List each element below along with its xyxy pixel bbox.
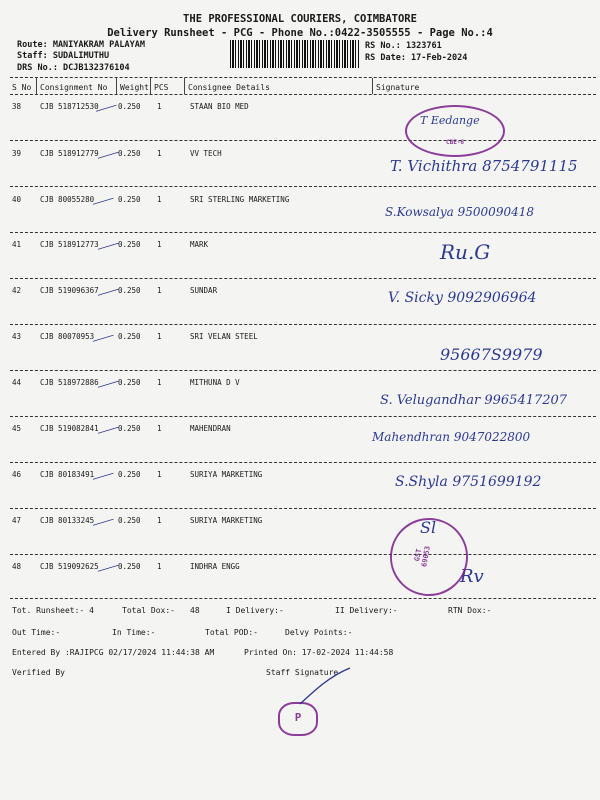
tick-mark: [98, 373, 120, 388]
row-sno: 44: [12, 378, 22, 387]
tick-mark: [93, 190, 115, 205]
row-sno: 42: [12, 286, 22, 295]
row-consignee: MAHENDRAN: [190, 424, 231, 433]
row-consignee: STAAN BIO MED: [190, 102, 249, 111]
row-consignment: CJB 80070953: [40, 332, 95, 341]
row-consignee: MARK: [190, 240, 209, 249]
row-consignee: SRI STERLING MARKETING: [190, 195, 290, 204]
row-pcs: 1: [157, 470, 162, 479]
signature: S.Shyla 9751699192: [395, 474, 542, 490]
col-weight: Weight: [120, 83, 149, 92]
document-title: THE PROFESSIONAL COURIERS, COIMBATORE: [183, 13, 417, 25]
row-consignee: SURIYA MARKETING: [190, 516, 263, 525]
row-weight: 0.250: [118, 516, 141, 525]
row-consignee: SURIYA MARKETING: [190, 470, 263, 479]
rtn-dox: RTN Dox:-: [448, 606, 492, 615]
staff: Staff: SUDALIMUTHU: [17, 51, 110, 61]
row-consignee: INDHRA ENGG: [190, 562, 240, 571]
tick-mark: [93, 511, 115, 526]
row-consignee: SRI VELAN STEEL: [190, 332, 258, 341]
i-delivery: I Delivery:-: [226, 606, 284, 615]
signature: Mahendhran 9047022800: [372, 430, 531, 444]
col-pcs: PCS: [154, 83, 169, 92]
row-pcs: 1: [157, 516, 162, 525]
row-consignment: CJB 80133245: [40, 516, 95, 525]
document-subtitle: Delivery Runsheet - PCG - Phone No.:0422-3505555 - Page No.:4: [107, 27, 493, 39]
row-weight: 0.250: [118, 102, 141, 111]
row-pcs: 1: [157, 195, 162, 204]
tick-mark: [98, 281, 120, 296]
signature: S.Kowsalya 9500090418: [385, 205, 534, 219]
rs-date: RS Date: 17-Feb-2024: [365, 53, 468, 63]
row-sno: 38: [12, 102, 22, 111]
row-weight: 0.250: [118, 378, 141, 387]
verified-by: Verified By: [12, 668, 65, 677]
in-time: In Time:-: [112, 628, 156, 637]
col-consignment: Consignment No: [40, 83, 108, 92]
tot-runsheet: Tot. Runsheet:- 4: [12, 606, 94, 615]
row-consignment: CJB 518912773: [40, 240, 99, 249]
signature: T Eedange: [420, 114, 480, 127]
delvy-points: Delvy Points:-: [285, 628, 353, 637]
rs-number: RS No.: 1323761: [365, 41, 442, 51]
row-weight: 0.250: [118, 562, 141, 571]
row-consignment: CJB 519096367: [40, 286, 99, 295]
row-consignment: CJB 518912779: [40, 149, 99, 158]
row-pcs: 1: [157, 240, 162, 249]
staff-signature: Staff Signature: [266, 668, 339, 677]
row-pcs: 1: [157, 332, 162, 341]
row-sno: 48: [12, 562, 22, 571]
row-pcs: 1: [157, 149, 162, 158]
row-pcs: 1: [157, 562, 162, 571]
route: Route: MANIYAKRAM PALAYAM: [17, 40, 145, 50]
signature: T. Vichithra 8754791115: [390, 157, 578, 175]
signature: Sl: [420, 518, 437, 537]
signature: Rv: [460, 566, 484, 587]
entered-by: Entered By :RAJIPCG 02/17/2024 11:44:38 AM: [12, 648, 215, 657]
row-weight: 0.250: [118, 195, 141, 204]
tick-mark: [96, 97, 118, 112]
row-consignee: SUNDAR: [190, 286, 218, 295]
row-weight: 0.250: [118, 149, 141, 158]
row-consignment: CJB 518972886: [40, 378, 99, 387]
col-sno: S No: [12, 83, 32, 92]
row-consignment: CJB 80055280: [40, 195, 95, 204]
company-seal: GST 69053: [384, 512, 474, 602]
row-sno: 41: [12, 240, 22, 249]
tick-mark: [98, 419, 120, 434]
row-pcs: 1: [157, 102, 162, 111]
row-consignee: MITHUNA D V: [190, 378, 240, 387]
row-sno: 45: [12, 424, 22, 433]
signature: Ru.G: [440, 240, 491, 264]
row-weight: 0.250: [118, 424, 141, 433]
tick-mark: [98, 235, 120, 250]
row-consignment: CJB 519082841: [40, 424, 99, 433]
row-pcs: 1: [157, 378, 162, 387]
row-sno: 40: [12, 195, 22, 204]
signature: V. Sicky 9092906964: [388, 290, 537, 306]
tick-mark: [93, 465, 115, 480]
row-pcs: 1: [157, 286, 162, 295]
company-stamp: CBE-6: [405, 105, 505, 157]
printed-on: Printed On: 17-02-2024 11:44:58: [244, 648, 394, 657]
row-sno: 46: [12, 470, 22, 479]
total-dox-value: 48: [190, 606, 200, 615]
row-sno: 43: [12, 332, 22, 341]
total-dox-label: Total Dox:-: [122, 606, 175, 615]
row-pcs: 1: [157, 424, 162, 433]
out-time: Out Time:-: [12, 628, 61, 637]
staff-signature-scribble: [290, 664, 360, 708]
row-weight: 0.250: [118, 240, 141, 249]
ii-delivery: II Delivery:-: [335, 606, 398, 615]
pcg-stamp: P: [278, 702, 318, 736]
row-weight: 0.250: [118, 286, 141, 295]
row-consignment: CJB 518712530: [40, 102, 99, 111]
col-consignee: Consignee Details: [188, 83, 270, 92]
row-sno: 39: [12, 149, 22, 158]
signature: 95667S9979: [440, 345, 543, 364]
tick-mark: [98, 557, 120, 572]
signature: S. Velugandhar 9965417207: [380, 393, 568, 408]
row-weight: 0.250: [118, 470, 141, 479]
row-consignee: VV TECH: [190, 149, 222, 158]
tick-mark: [98, 144, 120, 159]
row-sno: 47: [12, 516, 22, 525]
barcode: [230, 40, 360, 68]
col-signature: Signature: [376, 83, 420, 92]
total-pod: Total POD:-: [205, 628, 258, 637]
row-weight: 0.250: [118, 332, 141, 341]
row-consignment: CJB 80183491: [40, 470, 95, 479]
tick-mark: [93, 327, 115, 342]
row-consignment: CJB 519092625: [40, 562, 99, 571]
drs-number: DRS No.: DCJB132376104: [17, 63, 130, 73]
